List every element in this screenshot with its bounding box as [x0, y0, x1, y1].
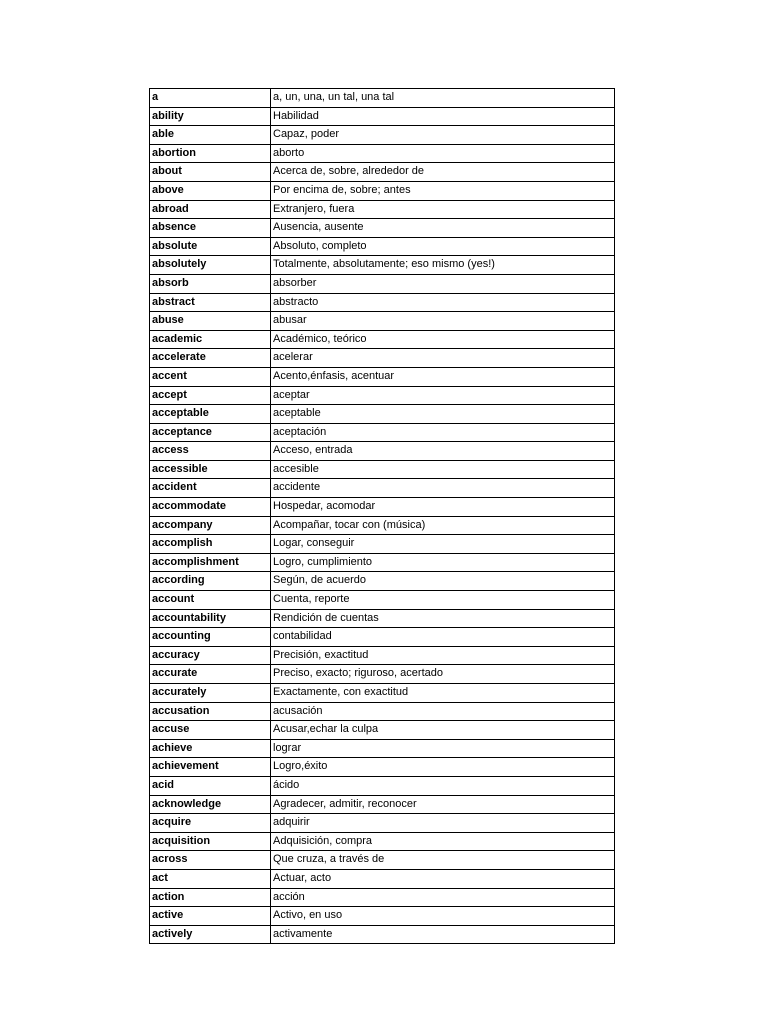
spanish-translation-cell: activamente [271, 925, 615, 944]
table-row [150, 609, 615, 628]
table-row [150, 460, 615, 479]
english-word-cell: absorb [150, 274, 271, 293]
spanish-translation-cell: acelerar [271, 349, 615, 368]
english-word-cell: accent [150, 367, 271, 386]
table-row [150, 758, 615, 777]
table-row [150, 851, 615, 870]
spanish-translation-cell: a, un, una, un tal, una tal [271, 89, 615, 108]
spanish-translation-cell: adquirir [271, 814, 615, 833]
english-word-cell: abstract [150, 293, 271, 312]
table-row [150, 312, 615, 331]
table-row [150, 479, 615, 498]
english-word-cell: act [150, 869, 271, 888]
english-word-cell: access [150, 442, 271, 461]
table-row [150, 349, 615, 368]
spanish-translation-cell: Agradecer, admitir, reconocer [271, 795, 615, 814]
english-word-cell: according [150, 572, 271, 591]
table-row [150, 423, 615, 442]
english-word-cell: accounting [150, 628, 271, 647]
table-row [150, 126, 615, 145]
table-row [150, 888, 615, 907]
english-word-cell: absolutely [150, 256, 271, 275]
table-row [150, 646, 615, 665]
english-word-cell: accessible [150, 460, 271, 479]
spanish-translation-cell: Acceso, entrada [271, 442, 615, 461]
spanish-translation-cell: accidente [271, 479, 615, 498]
english-word-cell: about [150, 163, 271, 182]
table-row [150, 907, 615, 926]
spanish-translation-cell: Capaz, poder [271, 126, 615, 145]
english-word-cell: accurately [150, 684, 271, 703]
spanish-translation-cell: abstracto [271, 293, 615, 312]
english-word-cell: accommodate [150, 498, 271, 517]
table-row [150, 405, 615, 424]
spanish-translation-cell: aceptable [271, 405, 615, 424]
english-word-cell: acquire [150, 814, 271, 833]
vocabulary-table-body [150, 89, 615, 944]
spanish-translation-cell: aceptación [271, 423, 615, 442]
english-word-cell: accountability [150, 609, 271, 628]
spanish-translation-cell: aceptar [271, 386, 615, 405]
english-word-cell: accomplishment [150, 553, 271, 572]
english-word-cell: accident [150, 479, 271, 498]
english-word-cell: acknowledge [150, 795, 271, 814]
english-word-cell: active [150, 907, 271, 926]
spanish-translation-cell: accesible [271, 460, 615, 479]
spanish-translation-cell: Habilidad [271, 107, 615, 126]
table-row [150, 386, 615, 405]
english-word-cell: acceptance [150, 423, 271, 442]
english-word-cell: accurate [150, 665, 271, 684]
table-row [150, 89, 615, 108]
english-word-cell: action [150, 888, 271, 907]
english-word-cell: academic [150, 330, 271, 349]
table-row [150, 739, 615, 758]
table-row [150, 200, 615, 219]
english-word-cell: achieve [150, 739, 271, 758]
table-row [150, 535, 615, 554]
english-word-cell: accuse [150, 721, 271, 740]
english-word-cell: accusation [150, 702, 271, 721]
spanish-translation-cell: acusación [271, 702, 615, 721]
table-row [150, 237, 615, 256]
english-word-cell: above [150, 181, 271, 200]
spanish-translation-cell: lograr [271, 739, 615, 758]
spanish-translation-cell: Logro, cumplimiento [271, 553, 615, 572]
spanish-translation-cell: abusar [271, 312, 615, 331]
english-word-cell: accept [150, 386, 271, 405]
spanish-translation-cell: ácido [271, 776, 615, 795]
spanish-translation-cell: Acerca de, sobre, alrededor de [271, 163, 615, 182]
table-row [150, 516, 615, 535]
spanish-translation-cell: Activo, en uso [271, 907, 615, 926]
spanish-translation-cell: Hospedar, acomodar [271, 498, 615, 517]
english-word-cell: acceptable [150, 405, 271, 424]
english-word-cell: absolute [150, 237, 271, 256]
spanish-translation-cell: Actuar, acto [271, 869, 615, 888]
spanish-translation-cell: Adquisición, compra [271, 832, 615, 851]
english-word-cell: account [150, 591, 271, 610]
spanish-translation-cell: Cuenta, reporte [271, 591, 615, 610]
table-row [150, 442, 615, 461]
spanish-translation-cell: acción [271, 888, 615, 907]
spanish-translation-cell: Precisión, exactitud [271, 646, 615, 665]
spanish-translation-cell: Extranjero, fuera [271, 200, 615, 219]
spanish-translation-cell: Rendición de cuentas [271, 609, 615, 628]
english-word-cell: ability [150, 107, 271, 126]
english-word-cell: acid [150, 776, 271, 795]
spanish-translation-cell: contabilidad [271, 628, 615, 647]
spanish-translation-cell: Absoluto, completo [271, 237, 615, 256]
table-row [150, 702, 615, 721]
table-row [150, 330, 615, 349]
english-word-cell: abroad [150, 200, 271, 219]
table-row [150, 256, 615, 275]
table-row [150, 498, 615, 517]
english-word-cell: able [150, 126, 271, 145]
table-row [150, 665, 615, 684]
spanish-translation-cell: Preciso, exacto; riguroso, acertado [271, 665, 615, 684]
table-row [150, 107, 615, 126]
table-row [150, 591, 615, 610]
table-row [150, 293, 615, 312]
spanish-translation-cell: Logro,éxito [271, 758, 615, 777]
table-row [150, 776, 615, 795]
spanish-translation-cell: Acompañar, tocar con (música) [271, 516, 615, 535]
vocabulary-table [149, 88, 615, 944]
english-word-cell: accelerate [150, 349, 271, 368]
english-word-cell: across [150, 851, 271, 870]
english-word-cell: accompany [150, 516, 271, 535]
spanish-translation-cell: Ausencia, ausente [271, 219, 615, 238]
table-row [150, 832, 615, 851]
spanish-translation-cell: Por encima de, sobre; antes [271, 181, 615, 200]
table-row [150, 628, 615, 647]
table-row [150, 684, 615, 703]
table-row [150, 925, 615, 944]
table-row [150, 795, 615, 814]
table-row [150, 869, 615, 888]
spanish-translation-cell: aborto [271, 144, 615, 163]
english-word-cell: accomplish [150, 535, 271, 554]
spanish-translation-cell: absorber [271, 274, 615, 293]
english-word-cell: absence [150, 219, 271, 238]
table-row [150, 181, 615, 200]
table-row [150, 814, 615, 833]
spanish-translation-cell: Según, de acuerdo [271, 572, 615, 591]
table-row [150, 144, 615, 163]
spanish-translation-cell: Totalmente, absolutamente; eso mismo (yes!) [271, 256, 615, 275]
spanish-translation-cell: Que cruza, a través de [271, 851, 615, 870]
table-row [150, 721, 615, 740]
english-word-cell: accuracy [150, 646, 271, 665]
table-row [150, 163, 615, 182]
english-word-cell: abortion [150, 144, 271, 163]
spanish-translation-cell: Acento,énfasis, acentuar [271, 367, 615, 386]
english-word-cell: acquisition [150, 832, 271, 851]
english-word-cell: achievement [150, 758, 271, 777]
table-row [150, 572, 615, 591]
spanish-translation-cell: Exactamente, con exactitud [271, 684, 615, 703]
english-word-cell: a [150, 89, 271, 108]
table-row [150, 553, 615, 572]
spanish-translation-cell: Acusar,echar la culpa [271, 721, 615, 740]
table-row [150, 219, 615, 238]
english-word-cell: abuse [150, 312, 271, 331]
spanish-translation-cell: Académico, teórico [271, 330, 615, 349]
table-row [150, 367, 615, 386]
table-row [150, 274, 615, 293]
english-word-cell: actively [150, 925, 271, 944]
spanish-translation-cell: Logar, conseguir [271, 535, 615, 554]
